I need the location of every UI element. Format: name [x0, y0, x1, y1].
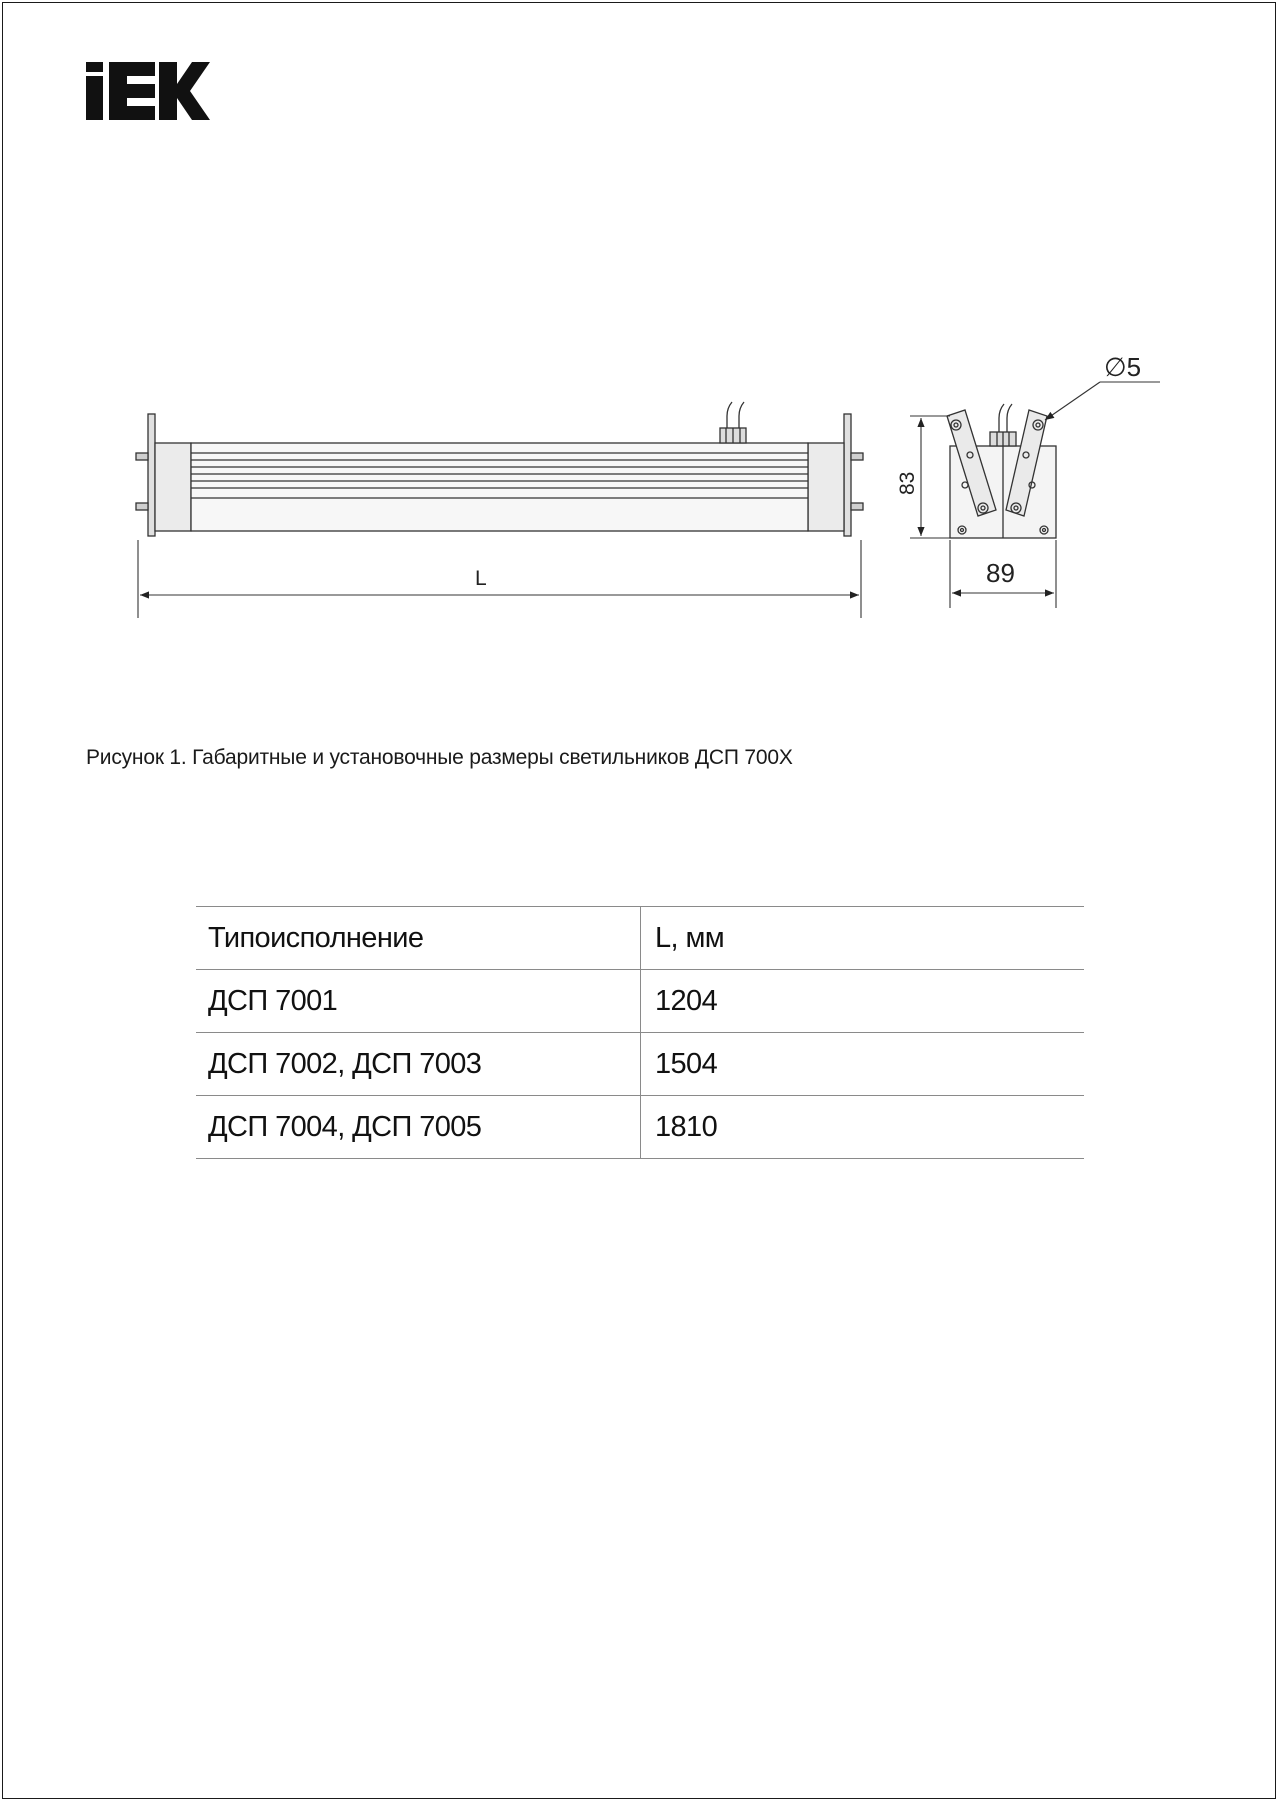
cell-type: ДСП 7001 [196, 970, 641, 1033]
dim-length-label: L [475, 567, 487, 590]
cell-length: 1504 [641, 1033, 1085, 1096]
length-dimension [138, 540, 861, 618]
dim-height-label: 83 [896, 471, 919, 495]
front-view [136, 402, 863, 536]
header-length: L, мм [641, 907, 1085, 970]
table-row [196, 1096, 1084, 1159]
iek-logo [86, 62, 210, 120]
cell-type: ДСП 7004, ДСП 7005 [196, 1096, 641, 1159]
cell-length: 1810 [641, 1096, 1085, 1159]
dim-width-label: 89 [986, 558, 1015, 588]
dimension-drawing [120, 340, 1180, 640]
figure-caption: Рисунок 1. Габаритные и установочные размеры светильников ДСП 700X [86, 746, 793, 769]
cell-type: ДСП 7002, ДСП 7003 [196, 1033, 641, 1096]
cell-length: 1204 [641, 970, 1085, 1033]
side-view [947, 404, 1056, 538]
page-frame [2, 2, 1276, 1799]
dim-hole-label: ∅5 [1104, 352, 1142, 382]
header-type: Типоисполнение [196, 907, 641, 970]
table-row [196, 970, 1084, 1033]
table-row [196, 1033, 1084, 1096]
sizes-table [196, 906, 1084, 1159]
table-header-row [196, 907, 1084, 970]
hole-leader [1045, 382, 1160, 420]
